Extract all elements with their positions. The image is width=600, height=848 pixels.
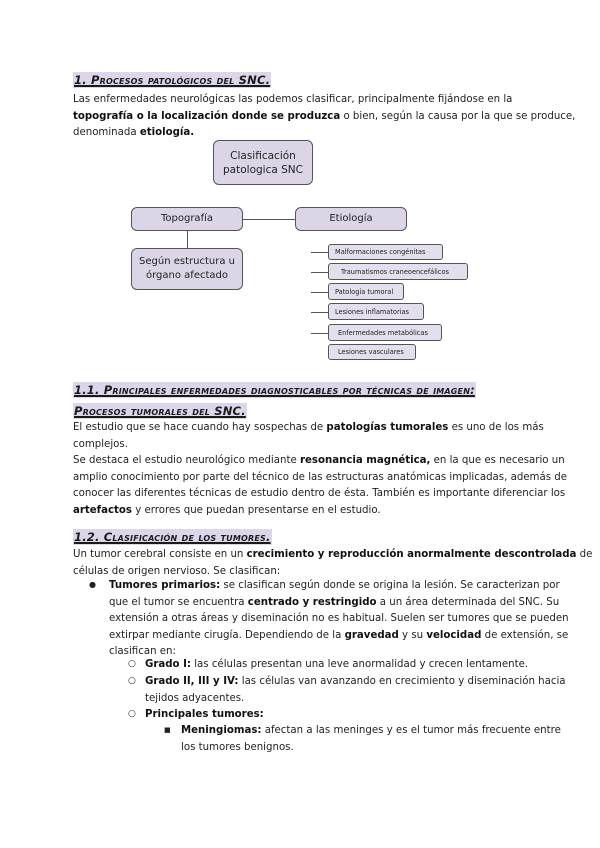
text-line: clasifican en:: [109, 646, 176, 658]
text-line: Tumores primarios: se clasifican según donde se origina la lesión. Se caracterizan por: [109, 580, 560, 591]
etiologia-item: [328, 324, 442, 341]
text-line: El estudio que se hace cuando hay sospechas de patologías tumorales es uno de los más: [73, 422, 544, 433]
text-line: Se destaca el estudio neurológico mediante resonancia magnética, en la que es necesario un: [73, 455, 565, 467]
diagram-topografia-box: [131, 207, 243, 231]
etiologia-item: [328, 263, 468, 280]
text-line: tejidos adyacentes.: [145, 692, 245, 704]
bullet-square-icon: ■: [164, 726, 171, 734]
section-heading-1-2: 1.2. Clasificación de los tumores.: [74, 530, 271, 544]
etiologia-item: [328, 244, 443, 260]
text-line: artefactos y errores que puedan presentarse en el estudio.: [73, 504, 381, 516]
meningiomas-item: [181, 723, 600, 756]
section12-intro: [73, 547, 593, 580]
diagram-topografia-child-box: [131, 248, 243, 290]
text-line: amplio conocimiento por parte del técnico de las estructuras anatómicas implicadas, además de: [73, 471, 568, 483]
text-line: complejos.: [73, 438, 128, 450]
bullet-disc-icon: ●: [89, 580, 96, 589]
connector-line: [243, 219, 295, 220]
etiologia-item-label: Traumatismos craneoencefálicos: [341, 267, 449, 276]
connector-line: [187, 231, 188, 248]
tumores-primarios-item: [109, 578, 569, 661]
etiologia-item-label: Malformaciones congénitas: [335, 248, 426, 256]
etiologia-item-label: Lesiones inflamatorias: [335, 307, 409, 316]
text-line: células de origen nervioso. Se clasifican:: [73, 565, 281, 577]
etiologia-item-label: Patología tumoral: [335, 287, 394, 296]
etiologia-item-label: Lesiones vasculares: [338, 348, 404, 356]
text-line: conocer las diferentes técnicas de estudio dentro de ésta. También es importante diferenciar los: [73, 488, 566, 500]
section-heading-1-1-line1: 1.1. Principales enfermedades diagnosticables por técnicas de imagen:: [74, 383, 475, 397]
child-line-2: órgano afectado: [146, 270, 228, 281]
etiologia-label: Etiología: [329, 213, 373, 224]
text-line: Principales tumores:: [145, 709, 264, 720]
section11-paragraph: [73, 420, 568, 520]
section-heading-1: 1. Procesos patológicos del SNC.: [74, 73, 271, 87]
text-line: los tumores benignos.: [181, 741, 294, 753]
text-line: extensión a otras áreas y diseminación no es habitual. Suelen ser tumores que se pueden: [109, 613, 569, 625]
text-line: Meningiomas: afectan a las meninges y es el tumor más frecuente entre: [181, 725, 561, 736]
section-heading-1-1-line2: Procesos tumorales del SNC.: [74, 404, 246, 418]
principales-tumores-item: [145, 707, 600, 724]
etiologia-item: [328, 344, 416, 360]
text-line: Grado I: las células presentan una leve anormalidad y crecen lentamente.: [145, 659, 529, 670]
diagram-etiologia-box: [295, 207, 407, 231]
text-line: que el tumor se encuentra centrado y restringido a un área determinada del SNC. Su: [109, 596, 560, 608]
diagram-root-box: [213, 140, 313, 185]
text-line: Las enfermedades neurológicas las podemos clasificar, principalmente fijándose en la: [73, 94, 513, 105]
grado-1-item: [145, 657, 600, 674]
etiologia-item: [328, 303, 424, 320]
topografia-label: Topografía: [160, 213, 213, 224]
bullet-circle-icon: ○: [128, 659, 136, 669]
text-line: topografía o la localización donde se produzca o bien, según la causa por la que se produce,: [73, 110, 576, 122]
root-line-1: Clasificación: [230, 149, 296, 162]
text-line: denominada etiología.: [73, 127, 195, 139]
text-line: Grado II, III y IV: las células van avanzando en crecimiento y diseminación hacia: [145, 676, 566, 687]
root-line-2: patologica SNC: [223, 163, 303, 176]
child-line-1: Según estructura u: [139, 256, 235, 267]
bullet-circle-icon: ○: [128, 709, 136, 719]
grado-2-3-4-item: [145, 674, 600, 707]
bullet-circle-icon: ○: [128, 676, 136, 686]
etiologia-item: [328, 283, 404, 300]
etiologia-item-label: Enfermedades metabólicas: [338, 328, 428, 337]
text-line: extirpar mediante cirugía. Dependiendo de la gravedad y su velocidad de extensión, se: [109, 629, 569, 641]
text-line: Un tumor cerebral consiste en un crecimiento y reproducción anormalmente descontrolada de: [73, 549, 593, 560]
section1-paragraph: [73, 92, 576, 142]
